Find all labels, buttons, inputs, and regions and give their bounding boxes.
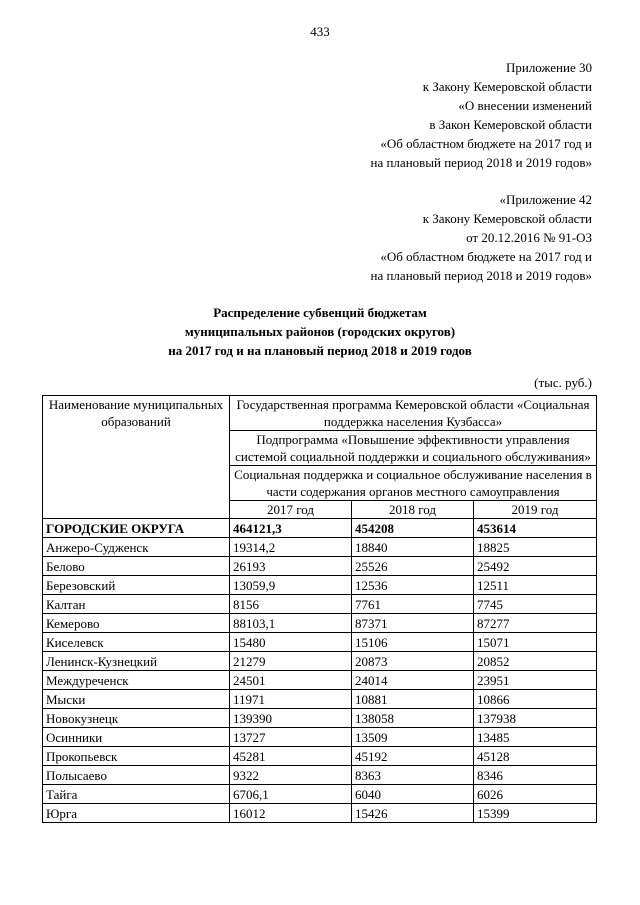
value-2018: 7761 — [352, 595, 474, 614]
table-row — [43, 538, 597, 557]
table-row — [43, 690, 597, 709]
value-2018: 24014 — [352, 671, 474, 690]
value-2017: 9322 — [230, 766, 352, 785]
subsidy-table — [42, 395, 597, 823]
annex-line: «О внесении изменений — [458, 98, 592, 113]
municipality-name: Кемерово — [43, 614, 230, 633]
municipality-name: Анжеро-Судженск — [43, 538, 230, 557]
column-header-name: Наименование муниципальных образований — [43, 396, 230, 519]
value-2019: 13485 — [474, 728, 597, 747]
table-row — [43, 671, 597, 690]
value-2018: 15426 — [352, 804, 474, 823]
year-header-2017: 2017 год — [230, 501, 352, 519]
value-2017: 24501 — [230, 671, 352, 690]
value-2019: 15071 — [474, 633, 597, 652]
value-2017: 19314,2 — [230, 538, 352, 557]
page-number: 433 — [310, 24, 330, 39]
table-row — [43, 595, 597, 614]
total-row — [43, 519, 597, 538]
annex-line: от 20.12.2016 № 91-ОЗ — [466, 230, 592, 245]
value-2017: 6706,1 — [230, 785, 352, 804]
municipality-name: Междуреченск — [43, 671, 230, 690]
municipality-name: Тайга — [43, 785, 230, 804]
value-2017: 11971 — [230, 690, 352, 709]
table-row — [43, 633, 597, 652]
value-2018: 15106 — [352, 633, 474, 652]
table-row — [43, 728, 597, 747]
municipality-name: Киселевск — [43, 633, 230, 652]
annex-line: к Закону Кемеровской области — [422, 211, 592, 226]
annex-30-header — [371, 58, 593, 172]
value-2017: 21279 — [230, 652, 352, 671]
title-line: на 2017 год и на плановый период 2018 и 2019 годов — [168, 343, 472, 358]
municipality-name: Белово — [43, 557, 230, 576]
value-2017: 13059,9 — [230, 576, 352, 595]
year-header-2018: 2018 год — [352, 501, 474, 519]
annex-line: «Об областном бюджете на 2017 год и — [380, 249, 592, 264]
value-2019: 137938 — [474, 709, 597, 728]
table-row — [43, 576, 597, 595]
total-name: ГОРОДСКИЕ ОКРУГА — [43, 519, 230, 538]
value-2019: 18825 — [474, 538, 597, 557]
municipality-name: Прокопьевск — [43, 747, 230, 766]
value-2018: 87371 — [352, 614, 474, 633]
value-2018: 25526 — [352, 557, 474, 576]
value-2019: 6026 — [474, 785, 597, 804]
value-2018: 13509 — [352, 728, 474, 747]
title-line: муниципальных районов (городских округов) — [184, 324, 456, 339]
value-2017: 26193 — [230, 557, 352, 576]
table-row — [43, 766, 597, 785]
value-2019: 10866 — [474, 690, 597, 709]
value-2018: 6040 — [352, 785, 474, 804]
municipality-name: Новокузнецк — [43, 709, 230, 728]
subprogram-header: Подпрограмма «Повышение эффективности управления системой социальной поддержки и социального обслуживания» — [230, 431, 597, 466]
value-2017: 45281 — [230, 747, 352, 766]
value-2019: 20852 — [474, 652, 597, 671]
annex-42-header — [371, 190, 593, 285]
annex-line: на плановый период 2018 и 2019 годов» — [370, 268, 592, 283]
value-2018: 12536 — [352, 576, 474, 595]
title-line: Распределение субвенций бюджетам — [213, 305, 427, 320]
annex-line: в Закон Кемеровской области — [429, 117, 592, 132]
value-2017: 8156 — [230, 595, 352, 614]
annex-line: «Об областном бюджете на 2017 год и — [380, 136, 592, 151]
annex-line: к Закону Кемеровской области — [422, 79, 592, 94]
total-2019: 453614 — [474, 519, 597, 538]
value-2019: 12511 — [474, 576, 597, 595]
value-2018: 8363 — [352, 766, 474, 785]
value-2019: 25492 — [474, 557, 597, 576]
table-row — [43, 804, 597, 823]
table-row — [43, 785, 597, 804]
value-2018: 18840 — [352, 538, 474, 557]
annex-line: на плановый период 2018 и 2019 годов» — [370, 155, 592, 170]
measure-header: Социальная поддержка и социальное обслуживание населения в части содержания органов местного самоуправления — [230, 466, 597, 501]
municipality-name: Ленинск-Кузнецкий — [43, 652, 230, 671]
value-2019: 7745 — [474, 595, 597, 614]
table-row — [43, 614, 597, 633]
value-2017: 139390 — [230, 709, 352, 728]
table-row — [43, 652, 597, 671]
municipality-name: Юрга — [43, 804, 230, 823]
total-2018: 454208 — [352, 519, 474, 538]
table-row — [43, 557, 597, 576]
municipality-name: Полысаево — [43, 766, 230, 785]
value-2017: 15480 — [230, 633, 352, 652]
municipality-name: Осинники — [43, 728, 230, 747]
value-2018: 138058 — [352, 709, 474, 728]
value-2019: 45128 — [474, 747, 597, 766]
value-2019: 87277 — [474, 614, 597, 633]
municipality-name: Калтан — [43, 595, 230, 614]
value-2017: 16012 — [230, 804, 352, 823]
value-2017: 13727 — [230, 728, 352, 747]
year-header-2019: 2019 год — [474, 501, 597, 519]
annex-line: Приложение 30 — [505, 60, 592, 75]
document-title — [0, 303, 640, 360]
value-2018: 10881 — [352, 690, 474, 709]
value-2018: 45192 — [352, 747, 474, 766]
units-label: (тыс. руб.) — [534, 375, 592, 390]
value-2019: 15399 — [474, 804, 597, 823]
program-header: Государственная программа Кемеровской области «Социальная поддержка населения Кузбасса» — [230, 396, 597, 431]
table-row — [43, 709, 597, 728]
table-row — [43, 747, 597, 766]
value-2019: 23951 — [474, 671, 597, 690]
value-2017: 88103,1 — [230, 614, 352, 633]
annex-line: «Приложение 42 — [499, 192, 592, 207]
value-2018: 20873 — [352, 652, 474, 671]
municipality-name: Березовский — [43, 576, 230, 595]
value-2019: 8346 — [474, 766, 597, 785]
total-2017: 464121,3 — [230, 519, 352, 538]
municipality-name: Мыски — [43, 690, 230, 709]
